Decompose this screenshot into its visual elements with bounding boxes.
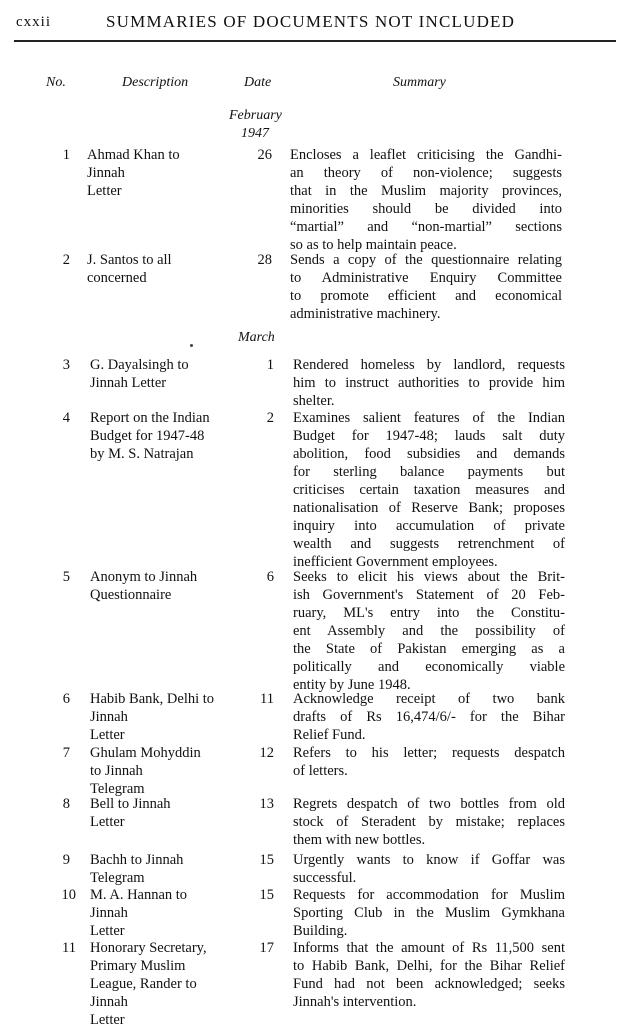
entry-date: 6	[266, 569, 274, 585]
summary-line: Building.	[293, 923, 348, 939]
entry-summary	[293, 851, 565, 887]
month-heading-march: March	[238, 330, 275, 345]
entry-number: 2	[62, 252, 70, 268]
description-line: Anonym to Jinnah	[90, 569, 198, 585]
description-line: Jinnah	[90, 709, 128, 725]
entry-number: 5	[62, 569, 70, 585]
entry-date: 1	[266, 357, 274, 373]
summary-line: ruary, ML's entry into the Constitu-	[293, 605, 565, 621]
entry-summary	[293, 409, 565, 571]
summary-line: Sends a copy of the questionnaire relating	[290, 252, 562, 268]
summary-line: shelter.	[293, 393, 335, 409]
entry-date: 13	[259, 796, 274, 812]
entry-date: 2	[266, 410, 274, 426]
entry-number: 8	[62, 796, 70, 812]
summary-line: of letters.	[293, 763, 348, 779]
entry-number: 9	[62, 852, 70, 868]
summary-line: nationalisation of Reserve Bank; proposes	[293, 500, 565, 516]
entry-description	[90, 939, 240, 1029]
description-line: Bell to Jinnah	[90, 796, 171, 812]
summary-line: an theory of non-violence; suggests	[290, 165, 562, 181]
summary-line: Sporting Club in the Muslim Gymkhana	[293, 905, 565, 921]
description-line: Letter	[90, 923, 125, 939]
running-title: SUMMARIES OF DOCUMENTS NOT INCLUDED	[106, 12, 516, 31]
description-line: Jinnah	[90, 994, 128, 1010]
summary-line: wealth and suggests retrenchment of	[293, 536, 565, 552]
entry-date: 26	[257, 147, 272, 163]
description-line: Honorary Secretary,	[90, 940, 207, 956]
year-heading: 1947	[241, 126, 269, 141]
description-line: Telegram	[90, 781, 145, 797]
summary-line: administrative machinery.	[290, 306, 441, 322]
entry-description	[90, 568, 240, 604]
entry-summary	[293, 356, 565, 410]
entry-description	[90, 795, 240, 831]
description-line: Questionnaire	[90, 587, 172, 603]
entry-date: 12	[259, 745, 274, 761]
entry-date: 15	[259, 852, 274, 868]
entry-number: 6	[62, 691, 70, 707]
summary-line: Acknowledge receipt of two bank	[293, 691, 565, 707]
entry-summary	[293, 886, 565, 940]
description-line: Jinnah	[87, 165, 125, 181]
summary-line: inquiry into accumulation of private	[293, 518, 565, 534]
description-line: League, Rander to	[90, 976, 197, 992]
description-line: J. Santos to all	[87, 252, 172, 268]
entry-summary	[290, 251, 562, 323]
summary-line: Encloses a leaflet criticising the Gandhi-	[290, 147, 562, 163]
summary-line: Fund had not been acknowledged; seeks	[293, 976, 565, 992]
summary-line: Examines salient features of the Indian	[293, 410, 565, 426]
entry-number: 10	[61, 887, 76, 903]
entry-date: 17	[259, 940, 274, 956]
summary-line: to Habib Bank, Delhi, for the Bihar Relief	[293, 958, 565, 974]
summary-line: Requests for accommodation for Muslim	[293, 887, 565, 903]
entry-description	[90, 744, 240, 798]
description-line: Ghulam Mohyddin	[90, 745, 201, 761]
summary-line: stock of Steradent by mistake; replaces	[293, 814, 565, 830]
entry-description	[90, 886, 240, 940]
summary-line: Rendered homeless by landlord, requests	[293, 357, 565, 373]
summary-line: Jinnah's intervention.	[293, 994, 417, 1010]
summary-line: the State of Pakistan emerging as a	[293, 641, 565, 657]
entry-summary	[293, 939, 565, 1011]
summary-line: Relief Fund.	[293, 727, 366, 743]
summary-line: Seeks to elicit his views about the Brit-	[293, 569, 565, 585]
entry-summary	[290, 146, 562, 254]
summary-line: inefficient Government employees.	[293, 554, 498, 570]
description-line: Bachh to Jinnah	[90, 852, 184, 868]
column-header-no: No.	[46, 75, 66, 90]
description-line: Letter	[90, 1012, 125, 1028]
entry-number: 4	[62, 410, 70, 426]
description-line: G. Dayalsingh to	[90, 357, 189, 373]
summary-line: Regrets despatch of two bottles from old	[293, 796, 565, 812]
entry-date: 15	[259, 887, 274, 903]
summary-line: successful.	[293, 870, 357, 886]
entry-description	[90, 356, 240, 392]
summary-line: them with new bottles.	[293, 832, 426, 848]
entry-description	[90, 690, 240, 744]
summary-line: so as to help maintain peace.	[290, 237, 457, 253]
summary-line: ish Government's Statement of 20 Feb-	[293, 587, 565, 603]
description-line: Letter	[87, 183, 122, 199]
summary-line: drafts of Rs 16,474/6/- for the Bihar	[293, 709, 565, 725]
column-header-description: Description	[122, 75, 189, 90]
description-line: Report on the Indian	[90, 410, 210, 426]
summary-line: criticises certain taxation measures and	[293, 482, 565, 498]
summary-line: ent Assembly and the possibility of	[293, 623, 565, 639]
description-line: Habib Bank, Delhi to	[90, 691, 215, 707]
description-line: by M. S. Natrajan	[90, 446, 194, 462]
summary-line: Urgently wants to know if Goffar was	[293, 852, 565, 868]
description-line: Ahmad Khan to	[87, 147, 180, 163]
entry-summary	[293, 690, 565, 744]
entry-summary	[293, 795, 565, 849]
summary-line: to promote efficient and economical	[290, 288, 562, 304]
summary-line: Budget for 1947-48; lauds salt duty	[293, 428, 565, 444]
summary-line: Refers to his letter; requests despatch	[293, 745, 565, 761]
description-line: Jinnah	[90, 905, 128, 921]
month-heading-february: February	[229, 108, 282, 123]
summary-line: to Administrative Enquiry Committee	[290, 270, 562, 286]
summary-line: abolition, food subsidies and demands	[293, 446, 565, 462]
description-line: Jinnah Letter	[90, 375, 167, 391]
summary-line: minorities should be divided into	[290, 201, 562, 217]
summary-line: politically and economically viable	[293, 659, 565, 675]
entry-date: 28	[257, 252, 272, 268]
entry-description	[90, 409, 240, 463]
description-line: Primary Muslim	[90, 958, 186, 974]
summary-line: for sterling balance payments but	[293, 464, 565, 480]
entry-summary	[293, 568, 565, 694]
column-header-date: Date	[244, 75, 272, 90]
summary-line: that in the Muslim majority provinces,	[290, 183, 562, 199]
summary-line: him to instruct authorities to provide him	[293, 375, 565, 391]
entry-date: 11	[260, 691, 274, 707]
description-line: Letter	[90, 727, 125, 743]
entry-number: 11	[62, 940, 76, 956]
description-line: Budget for 1947-48	[90, 428, 205, 444]
header-rule	[14, 40, 616, 42]
description-line: to Jinnah	[90, 763, 143, 779]
description-line: Telegram	[90, 870, 145, 886]
entry-number: 1	[62, 147, 70, 163]
description-line: M. A. Hannan to	[90, 887, 188, 903]
description-line: Letter	[90, 814, 125, 830]
summary-line: entity by June 1948.	[293, 677, 411, 693]
entry-description	[87, 251, 237, 287]
summary-line: Informs that the amount of Rs 11,500 sent	[293, 940, 565, 956]
entry-number: 7	[62, 745, 70, 761]
page-header	[16, 8, 616, 40]
entry-number: 3	[62, 357, 70, 373]
column-header-summary: Summary	[393, 75, 446, 90]
entry-summary	[293, 744, 565, 780]
summary-line: “martial” and “non-martial” sections	[290, 219, 562, 235]
description-line: concerned	[87, 270, 147, 286]
entry-description	[87, 146, 237, 200]
page-number: cxxii	[16, 14, 51, 30]
stray-mark	[190, 344, 193, 347]
entry-description	[90, 851, 240, 887]
